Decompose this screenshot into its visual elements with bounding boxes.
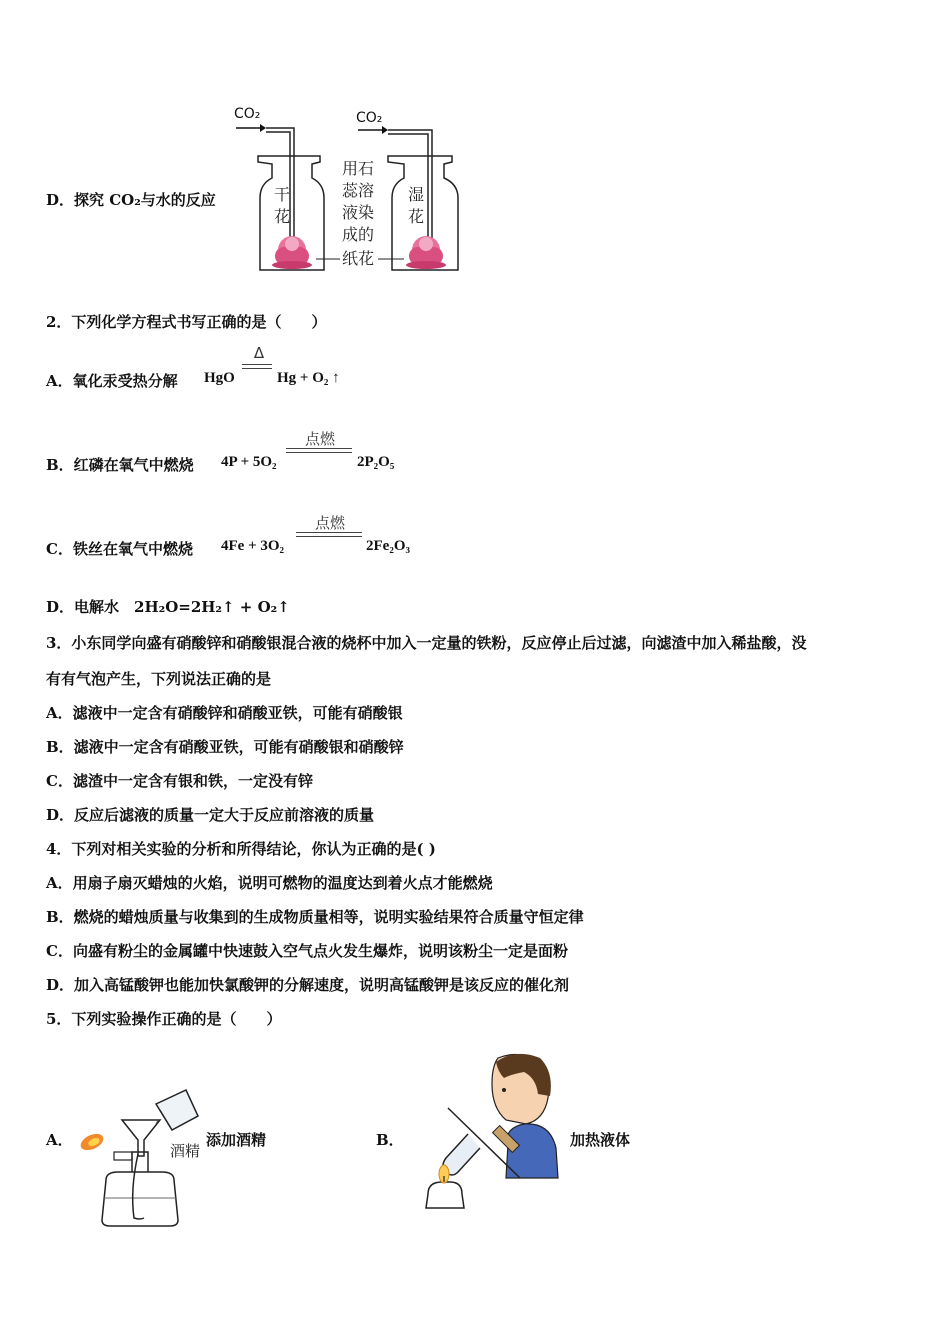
q4-option-a: A．用扇子扇灭蜡烛的火焰，说明可燃物的温度达到着火点才能燃烧	[46, 874, 493, 892]
q5-option-b-caption: 加热液体	[570, 1131, 631, 1149]
q2-b-reactant: 4P + 5O₂	[221, 454, 277, 470]
q5-stem: 5．下列实验操作正确的是（ ）	[46, 1010, 282, 1028]
q2-a-product: Hg + O₂ ↑	[277, 370, 340, 386]
co2-label-left: CO₂	[234, 106, 261, 122]
q3-option-c: C．滤渣中一定含有银和铁，一定没有锌	[46, 772, 313, 790]
alcohol-label: 酒精	[170, 1142, 201, 1160]
q3-stem-line2: 有有气泡产生，下列说法正确的是	[46, 670, 272, 688]
q2-stem: 2．下列化学方程式书写正确的是（ ）	[46, 313, 327, 331]
wet-flower-label: 湿	[408, 185, 425, 204]
q2-c-equals	[296, 532, 362, 537]
svg-text:成的: 成的	[342, 225, 375, 244]
q3-option-d: D．反应后滤液的质量一定大于反应前溶液的质量	[46, 806, 375, 824]
co2-water-experiment-figure	[228, 102, 468, 274]
q3-stem-line1: 3．小东同学向盛有硝酸锌和硝酸银混合液的烧杯中加入一定量的铁粉，反应停止后过滤，向滤渣中加入稀盐酸，没	[46, 634, 807, 652]
q2-c-product: 2Fe₂O₃	[366, 538, 410, 554]
flower-icon-right	[406, 236, 446, 269]
q2-a-reactant: HgO	[204, 370, 235, 386]
q3-option-b: B．滤液中一定含有硝酸亚铁，可能有硝酸银和硝酸锌	[46, 738, 404, 756]
q2-b-product: 2P₂O₅	[357, 454, 395, 470]
flower-icon-left	[272, 236, 312, 269]
svg-text:液染: 液染	[342, 203, 375, 222]
svg-text:用石: 用石	[342, 159, 375, 178]
q2-option-c: C．铁丝在氧气中燃烧	[46, 540, 193, 558]
q2-option-d: D．电解水 2H₂O=2H₂↑ + O₂↑	[46, 598, 290, 616]
q2-option-b: B．红磷在氧气中燃烧	[46, 456, 194, 474]
q2-a-equals	[242, 364, 272, 369]
q4-stem: 4．下列对相关实验的分析和所得结论，你认为正确的是( )	[46, 840, 436, 858]
q4-option-c: C．向盛有粉尘的金属罐中快速鼓入空气点火发生爆炸，说明该粉尘一定是面粉	[46, 942, 568, 960]
co2-label-right: CO₂	[356, 110, 383, 126]
dry-flower-label: 干	[274, 185, 291, 204]
svg-text:蕊溶: 蕊溶	[342, 181, 375, 200]
q1-option-d: D．探究 CO₂与水的反应	[46, 191, 216, 209]
q2-option-a: A．氧化汞受热分解	[46, 372, 178, 390]
litmus-note	[342, 159, 374, 268]
q2-b-equals	[286, 448, 352, 453]
add-alcohol-figure	[74, 1080, 206, 1230]
q4-option-d: D．加入高锰酸钾也能加快氯酸钾的分解速度，说明高锰酸钾是该反应的催化剂	[46, 976, 570, 994]
svg-text:花: 花	[408, 207, 425, 226]
q4-option-b: B．燃烧的蜡烛质量与收集到的生成物质量相等，说明实验结果符合质量守恒定律	[46, 908, 584, 926]
svg-text:花: 花	[274, 207, 291, 226]
q3-option-a: A．滤液中一定含有硝酸锌和硝酸亚铁，可能有硝酸银	[46, 704, 403, 722]
q5-option-b-label: B．	[376, 1131, 404, 1149]
heat-liquid-figure	[408, 1048, 568, 1216]
q2-a-condition: Δ	[253, 344, 265, 362]
svg-text:纸花: 纸花	[342, 249, 375, 268]
q2-c-reactant: 4Fe + 3O₂	[221, 538, 285, 554]
q2-c-condition: 点燃	[314, 514, 345, 532]
q5-option-a-caption: 添加酒精	[206, 1131, 267, 1149]
q5-option-a-label: A．	[46, 1131, 73, 1149]
q2-b-condition: 点燃	[304, 430, 335, 448]
